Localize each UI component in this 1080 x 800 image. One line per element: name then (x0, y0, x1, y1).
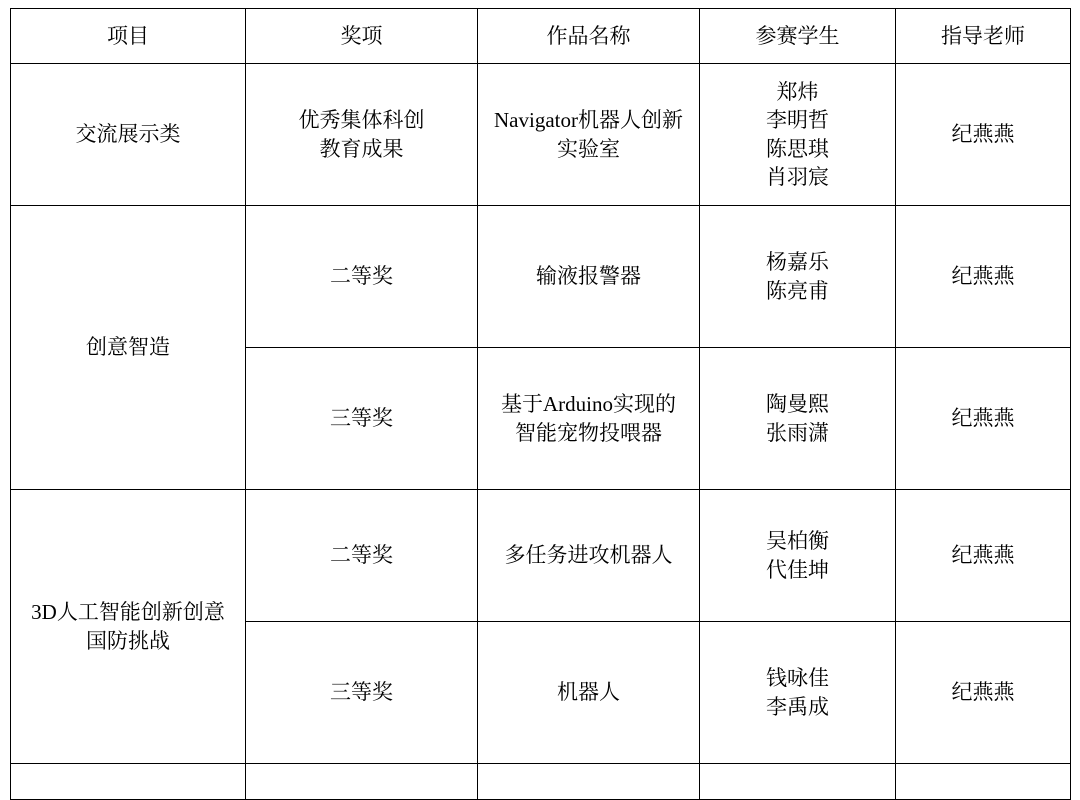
cell-students (700, 348, 896, 490)
table-header (11, 9, 1071, 64)
column-header-teacher: 指导老师 (896, 9, 1071, 64)
cell-project-merged (11, 490, 246, 764)
column-header-project: 项目 (11, 9, 246, 64)
table-row-empty (11, 764, 1071, 800)
cell-empty (246, 764, 478, 800)
student-name: 肖羽宸 (766, 164, 829, 189)
cell-work (478, 348, 700, 490)
student-name: 李禹成 (766, 694, 829, 719)
award-line: 二等奖 (330, 264, 393, 289)
cell-teacher: 纪燕燕 (896, 348, 1071, 490)
student-name: 钱咏佳 (766, 666, 829, 691)
work-line: Navigator机器人创新 (494, 108, 683, 133)
table-row (11, 490, 1071, 622)
award-line: 二等奖 (330, 543, 393, 568)
cell-teacher: 纪燕燕 (896, 206, 1071, 348)
award-line: 三等奖 (330, 406, 393, 431)
student-name: 郑炜 (776, 79, 819, 104)
student-name: 陈思琪 (766, 136, 829, 161)
student-name: 李明哲 (766, 108, 829, 133)
column-header-award: 奖项 (246, 9, 478, 64)
cell-empty (11, 764, 246, 800)
cell-students (700, 490, 896, 622)
cell-work (478, 206, 700, 348)
table-row (11, 64, 1071, 206)
cell-empty (896, 764, 1071, 800)
cell-teacher: 纪燕燕 (896, 490, 1071, 622)
column-header-work: 作品名称 (478, 9, 700, 64)
column-header-student: 参赛学生 (700, 9, 896, 64)
student-name: 张雨潇 (766, 420, 829, 445)
cell-project: 交流展示类 (11, 64, 246, 206)
cell-teacher: 纪燕燕 (896, 64, 1071, 206)
cell-students (700, 622, 896, 764)
cell-award (246, 348, 478, 490)
cell-work (478, 622, 700, 764)
project-line: 3D人工智能创新创意 (31, 600, 225, 625)
award-line: 三等奖 (330, 680, 393, 705)
cell-empty (700, 764, 896, 800)
cell-award (246, 64, 478, 206)
cell-work (478, 64, 700, 206)
table-body (11, 64, 1071, 800)
award-line: 优秀集体科创 (298, 108, 425, 133)
work-line: 多任务进攻机器人 (504, 543, 673, 568)
work-line: 输液报警器 (536, 264, 641, 289)
cell-award (246, 490, 478, 622)
work-line: 智能宠物投喂器 (515, 420, 662, 445)
student-name: 陶曼熙 (766, 392, 829, 417)
student-name: 代佳坤 (766, 557, 829, 582)
cell-project-merged: 创意智造 (11, 206, 246, 490)
award-table (10, 8, 1071, 800)
work-line: 实验室 (557, 136, 620, 161)
student-name: 杨嘉乐 (766, 250, 829, 275)
project-line: 国防挑战 (86, 628, 170, 653)
work-line: 基于Arduino实现的 (501, 392, 676, 417)
work-line: 机器人 (557, 680, 620, 705)
cell-award (246, 622, 478, 764)
cell-empty (478, 764, 700, 800)
cell-students (700, 64, 896, 206)
cell-teacher: 纪燕燕 (896, 622, 1071, 764)
table-header-row (11, 9, 1071, 64)
cell-students (700, 206, 896, 348)
student-name: 吴柏衡 (766, 529, 829, 554)
student-name: 陈亮甫 (766, 278, 829, 303)
cell-work (478, 490, 700, 622)
cell-award (246, 206, 478, 348)
table-row (11, 206, 1071, 348)
award-line: 教育成果 (319, 136, 404, 161)
